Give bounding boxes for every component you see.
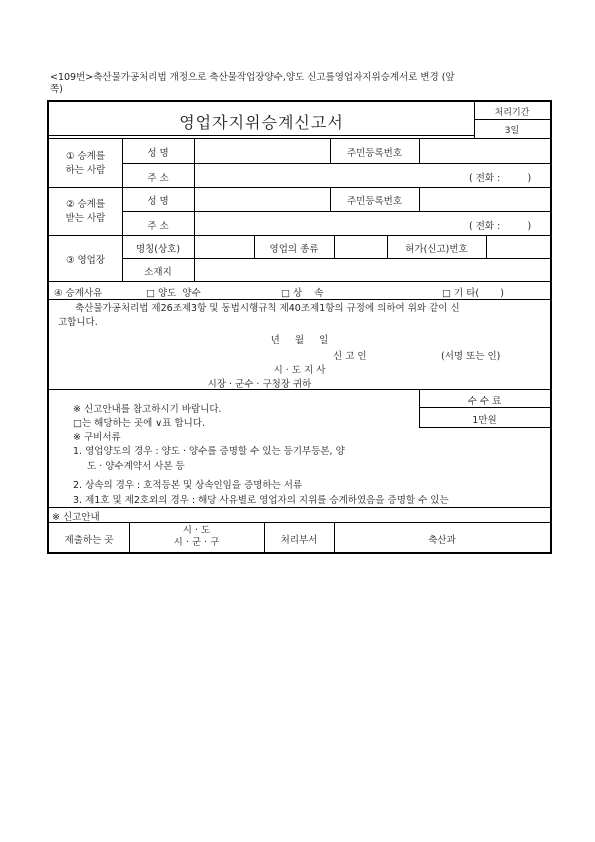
caption-line-2: 쪽) [50,84,63,95]
transferee-name-label: 성 명 [147,196,169,207]
form-caption [50,72,550,96]
permit-number-label: 허가(신고)번호 [405,244,468,255]
transferor-phone: ( 전화 : ) [469,173,532,184]
reason-option-other[interactable]: □ 기 타( ) [442,288,504,299]
business-location-label: 소재지 [144,267,172,278]
declaration-line-1: 축산물가공처리법 제26조제3항 및 동법시행규칙 제40조제1항의 규정에 의하여 위와 같이 신 [75,303,460,314]
signature-label: (서명 또는 인) [441,351,501,362]
transferor-section-label [49,150,122,178]
transferee-phone: ( 전화 : ) [469,221,532,232]
reason-option-inheritance[interactable]: □ 상 속 [281,288,324,299]
submit-place-label: 제출하는 곳 [64,535,114,546]
date-line: 년 월 일 [270,335,329,346]
transferee-address-label: 주 소 [147,221,169,232]
transferee-name-field[interactable] [195,188,329,210]
business-location-field[interactable] [195,259,549,280]
declaration-line-2: 고합니다. [58,317,98,328]
note-guide: ※ 신고안내를 참고하시기 바랍니다. [73,404,222,415]
transferor-address-label: 주 소 [147,173,169,184]
office-line: 시 · 도 지 사 [273,365,326,376]
required-doc-1: 1. 영업양도의 경우 : 양도 · 양수를 증명할 수 있는 등기부등본, 양 [73,446,345,457]
transferor-label-line-2: 하는 사람 [65,165,106,176]
business-type-field[interactable] [335,236,386,257]
fee-value: 1만원 [472,415,497,426]
submit-place-value [129,525,264,549]
processing-period-label: 처리기간 [494,108,530,118]
department-label: 처리부서 [280,535,318,546]
required-docs-heading: ※ 구비서류 [73,432,121,443]
note-checkbox: □는 해당하는 곳에 ∨표 합니다. [73,418,205,429]
succession-reason-label: ④ 승계사유 [54,288,103,299]
required-doc-3: 3. 제1호 및 제2호외의 경우 : 해당 사유별로 영업자의 지위를 승계하였음을 증명할 수 있는 [73,495,449,506]
required-doc-2: 2. 상속의 경우 : 호적등본 및 상속인임을 증명하는 서류 [73,480,303,491]
transferee-address-field[interactable] [195,212,465,234]
department-value: 축산과 [428,535,456,546]
permit-number-field[interactable] [487,236,549,257]
caption-line-1: <109번>축산물가공처리법 개정으로 축산물작업장양수,양도 신고를영업자지위승계서로 변경 (앞 [50,72,455,83]
declaration-text [58,302,544,330]
form-title: 영업자지위승계신고서 [179,113,344,132]
reporter-label: 신 고 인 [333,351,367,362]
required-doc-1-cont: 도 · 양수계약서 사본 등 [87,461,185,472]
transferor-rrn-field[interactable] [420,139,549,162]
transferee-rrn-label: 주민등록번호 [346,196,403,207]
reason-option-transfer[interactable]: □ 양도 양수 [146,288,201,299]
business-name-field[interactable] [195,236,253,257]
fee-label: 수 수 료 [467,396,502,407]
transferor-name-field[interactable] [195,139,329,162]
transferor-rrn-label: 주민등록번호 [346,148,403,159]
submit-place-line-2: 시 · 군 · 구 [173,537,220,548]
report-form [47,100,552,554]
transferor-name-label: 성 명 [147,148,169,159]
transferee-rrn-field[interactable] [420,188,549,210]
transferee-label-line-1: ② 승계를 [65,199,106,210]
business-type-label: 영업의 종류 [269,244,319,255]
processing-period-value: 3일 [504,126,520,136]
submit-place-line-1: 시 · 도 [182,525,211,536]
business-name-label: 명칭(상호) [135,244,181,255]
transferor-address-field[interactable] [195,164,465,186]
addressee-line: 시장 · 군수 · 구청장 귀하 [207,379,312,390]
transferee-label-line-2: 받는 사람 [65,213,106,224]
business-section-label: ③ 영업장 [65,255,106,266]
transferee-section-label [49,198,122,226]
guide-heading: ※ 신고안내 [52,512,100,523]
transferor-label-line-1: ① 승계를 [65,151,106,162]
